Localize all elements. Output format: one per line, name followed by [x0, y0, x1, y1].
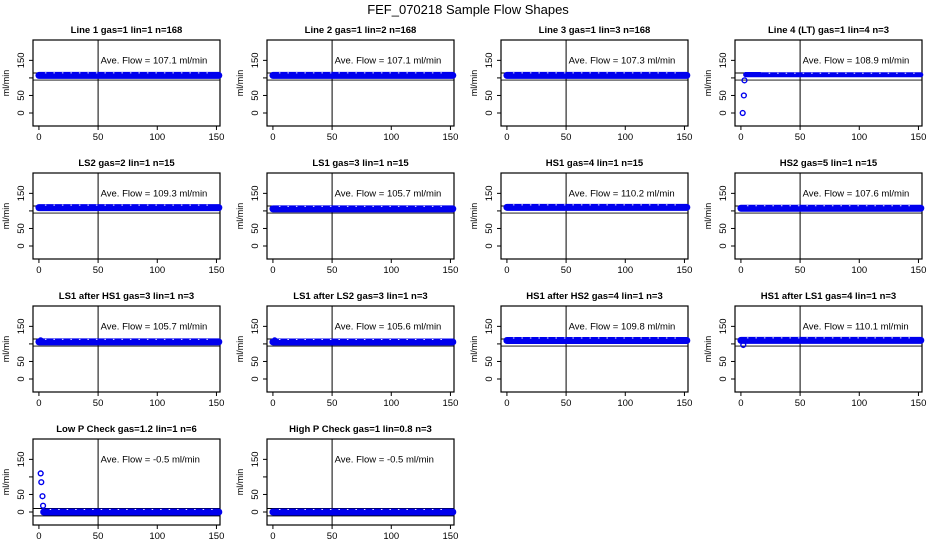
y-axis-label: ml/min [703, 69, 713, 97]
x-tick-label: 50 [326, 132, 338, 142]
y-tick-label: 0 [16, 376, 27, 382]
y-tick-label: 50 [250, 356, 261, 367]
y-axis-label: ml/min [703, 202, 713, 230]
subplot-title: LS1 after HS1 gas=3 lin=1 n=3 [58, 291, 195, 302]
subplot-title: HS1 gas=4 lin=1 n=15 [545, 158, 644, 169]
subplot-12 [702, 286, 936, 408]
x-tick-label: 50 [92, 398, 104, 408]
x-tick-label: 150 [442, 398, 459, 408]
x-tick-label: 150 [442, 531, 459, 540]
y-tick-label: 150 [484, 318, 495, 335]
x-tick-label: 0 [738, 265, 744, 275]
x-tick-label: 0 [270, 265, 276, 275]
plot-box [267, 40, 454, 126]
subplot-title: HS1 after LS1 gas=4 lin=1 n=3 [760, 291, 897, 302]
subplot-9 [0, 286, 234, 408]
y-axis-label: ml/min [1, 335, 11, 363]
ave-flow-label: Ave. Flow = 105.7 ml/min [100, 321, 208, 333]
x-tick-label: 50 [794, 398, 806, 408]
y-tick-label: 150 [16, 185, 27, 202]
subplot-13 [0, 419, 234, 540]
x-tick-label: 100 [383, 531, 400, 540]
x-tick-label: 50 [326, 398, 338, 408]
x-tick-label: 0 [504, 398, 510, 408]
y-tick-label: 50 [16, 489, 27, 500]
x-tick-label: 0 [504, 265, 510, 275]
plot-box [267, 306, 454, 392]
y-tick-label: 0 [16, 509, 27, 515]
x-tick-label: 50 [560, 265, 572, 275]
y-tick-label: 150 [718, 185, 729, 202]
ave-flow-label: Ave. Flow = 109.3 ml/min [100, 188, 208, 200]
ave-flow-label: Ave. Flow = 107.3 ml/min [568, 55, 676, 67]
y-axis-label: ml/min [1, 202, 11, 230]
figure-title: FEF_070218 Sample Flow Shapes [367, 2, 569, 17]
y-tick-label: 50 [484, 90, 495, 101]
subplot-1 [0, 20, 234, 142]
y-tick-label: 50 [16, 90, 27, 101]
plot-box [735, 306, 922, 392]
subplot-14 [234, 419, 468, 540]
y-tick-label: 50 [484, 223, 495, 234]
x-tick-label: 100 [149, 398, 166, 408]
y-axis-label: ml/min [469, 202, 479, 230]
plot-box [267, 173, 454, 259]
y-axis-label: ml/min [1, 468, 11, 496]
outlier-point [41, 503, 46, 508]
subplot-title: High P Check gas=1 lin=0.8 n=3 [289, 424, 432, 435]
x-tick-label: 150 [676, 398, 693, 408]
y-tick-label: 0 [484, 110, 495, 116]
x-tick-label: 50 [92, 265, 104, 275]
plot-box [33, 306, 220, 392]
outlier-point [741, 93, 746, 98]
x-tick-label: 100 [851, 398, 868, 408]
x-tick-label: 100 [617, 132, 634, 142]
y-tick-label: 0 [484, 376, 495, 382]
y-tick-label: 0 [250, 376, 261, 382]
y-tick-label: 150 [250, 318, 261, 335]
subplot-8 [702, 153, 936, 275]
y-tick-label: 150 [16, 451, 27, 468]
subplot-6 [234, 153, 468, 275]
y-tick-label: 50 [718, 356, 729, 367]
outlier-point [40, 494, 45, 499]
plot-box [33, 40, 220, 126]
x-tick-label: 100 [149, 265, 166, 275]
ave-flow-label: Ave. Flow = 109.8 ml/min [568, 321, 676, 333]
y-tick-label: 150 [718, 318, 729, 335]
x-tick-label: 0 [270, 132, 276, 142]
y-tick-label: 50 [16, 356, 27, 367]
y-tick-label: 0 [718, 110, 729, 116]
y-tick-label: 50 [484, 356, 495, 367]
x-tick-label: 50 [92, 531, 104, 540]
x-tick-label: 50 [560, 398, 572, 408]
y-tick-label: 150 [250, 52, 261, 69]
subplot-title: LS1 gas=3 lin=1 n=15 [312, 158, 409, 169]
y-tick-label: 0 [16, 110, 27, 116]
subplot-title: HS1 after HS2 gas=4 lin=1 n=3 [526, 291, 663, 302]
y-tick-label: 150 [250, 451, 261, 468]
subplot-title: LS1 after LS2 gas=3 lin=1 n=3 [293, 291, 428, 302]
y-tick-label: 150 [484, 52, 495, 69]
ave-flow-label: Ave. Flow = -0.5 ml/min [100, 454, 200, 466]
x-tick-label: 50 [560, 132, 572, 142]
x-tick-label: 0 [36, 531, 42, 540]
subplot-4 [702, 20, 936, 142]
x-tick-label: 100 [383, 398, 400, 408]
x-tick-label: 150 [676, 265, 693, 275]
ave-flow-label: Ave. Flow = 105.6 ml/min [334, 321, 442, 333]
x-tick-label: 100 [149, 132, 166, 142]
x-tick-label: 150 [208, 531, 225, 540]
x-tick-label: 50 [326, 531, 338, 540]
ave-flow-label: Ave. Flow = 110.1 ml/min [802, 321, 909, 333]
subplot-title: Line 2 gas=1 lin=2 n=168 [304, 25, 417, 36]
y-tick-label: 0 [484, 243, 495, 249]
x-tick-label: 50 [92, 132, 104, 142]
x-tick-label: 100 [383, 132, 400, 142]
x-tick-label: 0 [738, 132, 744, 142]
x-tick-label: 100 [851, 132, 868, 142]
y-tick-label: 0 [250, 243, 261, 249]
y-axis-label: ml/min [235, 202, 245, 230]
x-tick-label: 50 [794, 265, 806, 275]
y-axis-label: ml/min [235, 69, 245, 97]
y-tick-label: 150 [250, 185, 261, 202]
subplot-title: Line 4 (LT) gas=1 lin=4 n=3 [768, 25, 889, 36]
subplot-11 [468, 286, 702, 408]
subplot-title: Low P Check gas=1.2 lin=1 n=6 [56, 424, 197, 435]
x-tick-label: 50 [794, 132, 806, 142]
subplot-title: HS2 gas=5 lin=1 n=15 [779, 158, 878, 169]
y-axis-label: ml/min [1, 69, 11, 97]
plot-box [501, 40, 688, 126]
y-tick-label: 0 [16, 243, 27, 249]
ave-flow-label: Ave. Flow = -0.5 ml/min [334, 454, 434, 466]
plot-box [33, 173, 220, 259]
x-tick-label: 150 [208, 398, 225, 408]
ave-flow-label: Ave. Flow = 107.1 ml/min [334, 55, 442, 67]
y-tick-label: 0 [250, 110, 261, 116]
ave-flow-label: Ave. Flow = 107.1 ml/min [100, 55, 208, 67]
y-tick-label: 150 [16, 318, 27, 335]
x-tick-label: 100 [617, 398, 634, 408]
x-tick-label: 0 [738, 398, 744, 408]
subplot-2 [234, 20, 468, 142]
x-tick-label: 0 [504, 132, 510, 142]
x-tick-label: 150 [676, 132, 693, 142]
y-tick-label: 150 [718, 52, 729, 69]
plot-box [501, 173, 688, 259]
y-tick-label: 50 [250, 489, 261, 500]
subplot-3 [468, 20, 702, 142]
y-tick-label: 0 [250, 509, 261, 515]
y-tick-label: 50 [250, 90, 261, 101]
y-tick-label: 150 [484, 185, 495, 202]
x-tick-label: 150 [442, 132, 459, 142]
subplot-title: Line 3 gas=1 lin=3 n=168 [538, 25, 651, 36]
y-tick-label: 50 [250, 223, 261, 234]
y-axis-label: ml/min [235, 335, 245, 363]
y-tick-label: 150 [16, 52, 27, 69]
y-tick-label: 0 [718, 243, 729, 249]
y-axis-label: ml/min [235, 468, 245, 496]
y-tick-label: 50 [16, 223, 27, 234]
subplot-10 [234, 286, 468, 408]
y-axis-label: ml/min [469, 335, 479, 363]
x-tick-label: 0 [36, 398, 42, 408]
y-tick-label: 0 [718, 376, 729, 382]
subplot-title: LS2 gas=2 lin=1 n=15 [78, 158, 175, 169]
y-tick-label: 50 [718, 223, 729, 234]
x-tick-label: 150 [442, 265, 459, 275]
x-tick-label: 100 [617, 265, 634, 275]
subplot-7 [468, 153, 702, 275]
subplot-title: Line 1 gas=1 lin=1 n=168 [70, 25, 183, 36]
x-tick-label: 100 [383, 265, 400, 275]
x-tick-label: 150 [208, 132, 225, 142]
x-tick-label: 50 [326, 265, 338, 275]
subplot-5 [0, 153, 234, 275]
outlier-point [38, 471, 43, 476]
ave-flow-label: Ave. Flow = 108.9 ml/min [802, 55, 910, 67]
plot-box [735, 40, 922, 126]
x-tick-label: 150 [910, 132, 927, 142]
x-tick-label: 0 [270, 531, 276, 540]
x-tick-label: 150 [208, 265, 225, 275]
ave-flow-label: Ave. Flow = 110.2 ml/min [568, 188, 675, 200]
x-tick-label: 150 [910, 398, 927, 408]
outlier-point [39, 480, 44, 485]
y-axis-label: ml/min [703, 335, 713, 363]
plot-box [735, 173, 922, 259]
x-tick-label: 100 [149, 531, 166, 540]
plot-box [501, 306, 688, 392]
y-axis-label: ml/min [469, 69, 479, 97]
x-tick-label: 100 [851, 265, 868, 275]
ave-flow-label: Ave. Flow = 107.6 ml/min [802, 188, 910, 200]
y-tick-label: 50 [718, 90, 729, 101]
outlier-point [740, 111, 745, 116]
ave-flow-label: Ave. Flow = 105.7 ml/min [334, 188, 442, 200]
x-tick-label: 150 [910, 265, 927, 275]
x-tick-label: 0 [36, 132, 42, 142]
x-tick-label: 0 [270, 398, 276, 408]
x-tick-label: 0 [36, 265, 42, 275]
